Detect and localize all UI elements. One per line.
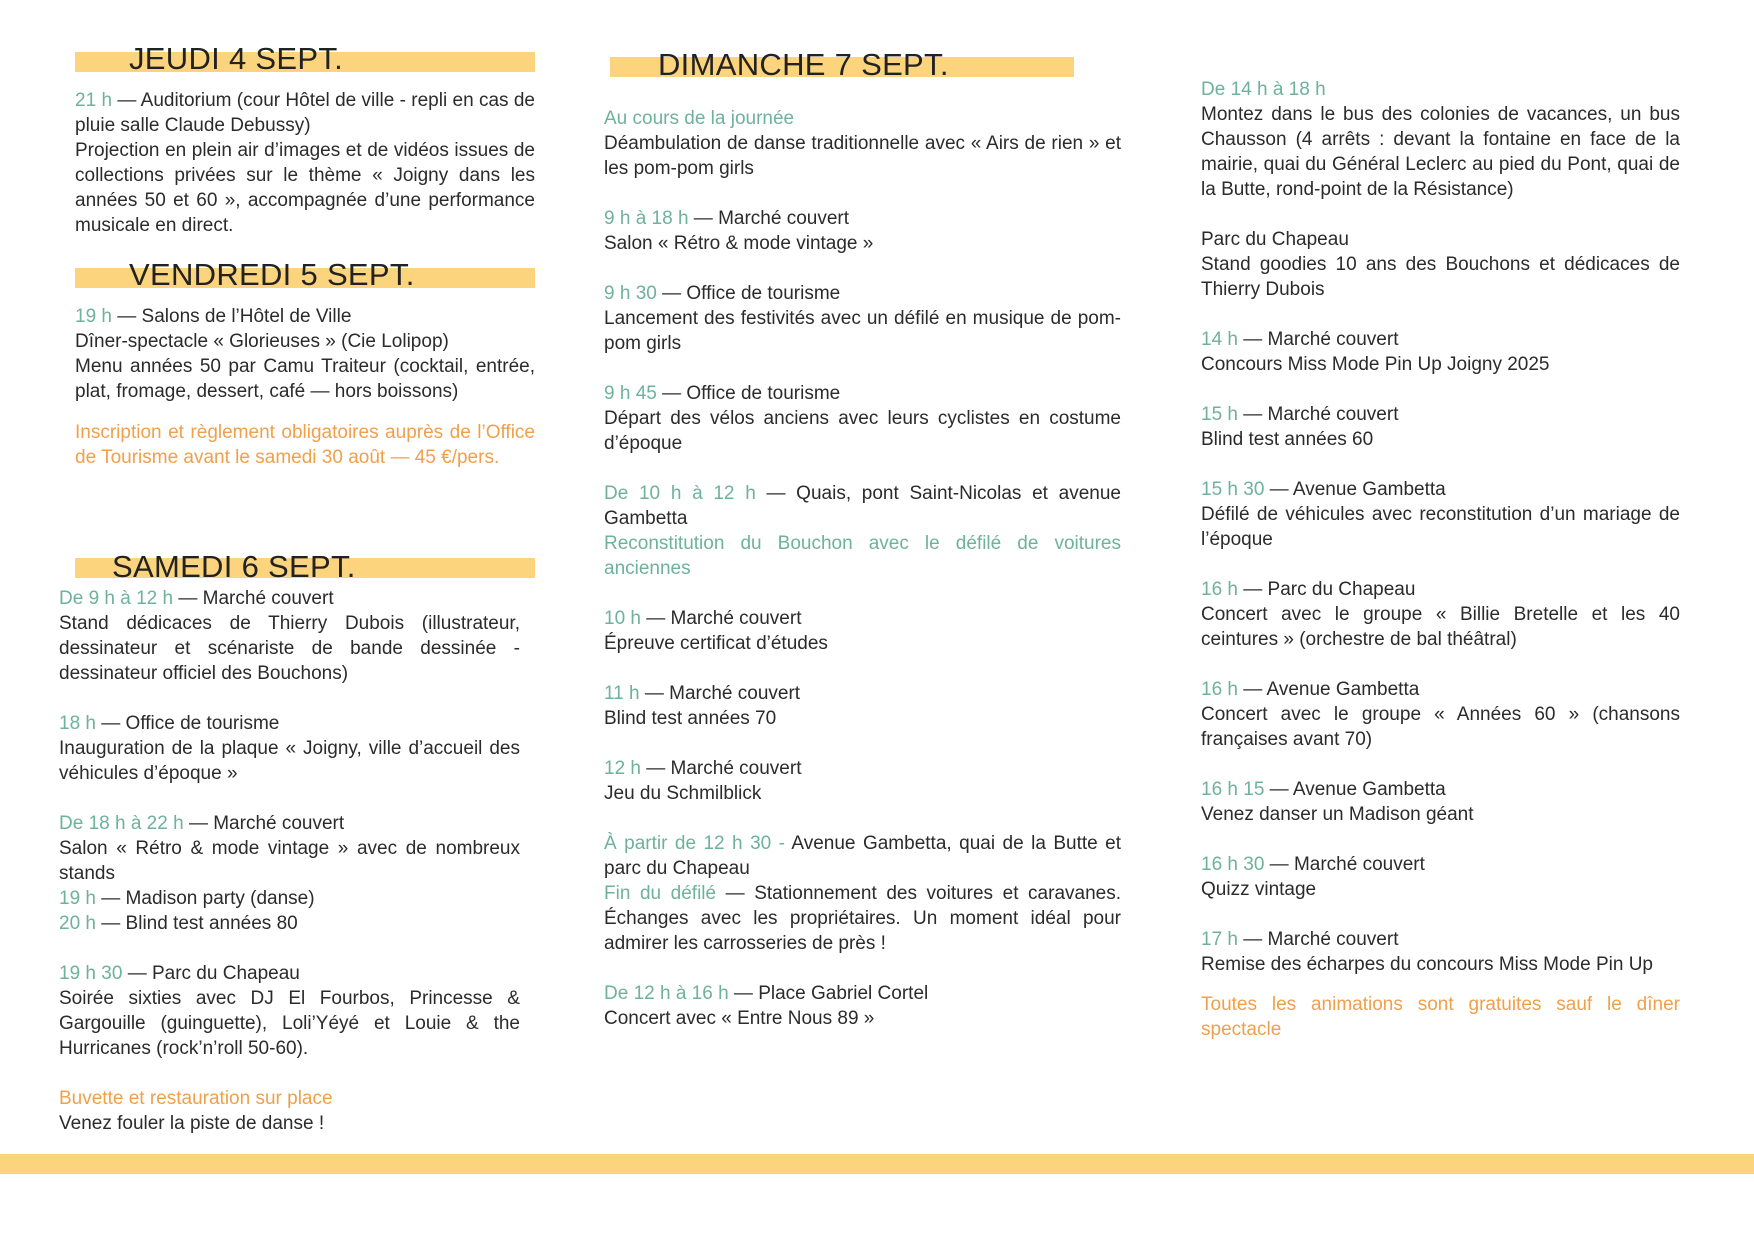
event-description: Dîner-spectacle « Glorieuses » (Cie Lolipop) <box>75 331 449 352</box>
day-title: DIMANCHE 7 SEPT. <box>658 47 949 82</box>
event-item <box>604 981 1121 1031</box>
day-header-jeudi <box>75 42 535 82</box>
event-time: 14 h <box>1201 329 1238 350</box>
event-subtime: 20 h <box>59 913 96 934</box>
event-place: — Marché couvert <box>178 588 334 609</box>
event-time: De 12 h à 16 h <box>604 983 729 1004</box>
event-place: — Quais, pont Saint-Nicolas et avenue Gambetta <box>604 483 1121 529</box>
event-place: — Salons de l’Hôtel de Ville <box>117 306 352 327</box>
event-description: Défilé de véhicules avec reconstitution d’un mariage de l’époque <box>1201 504 1680 550</box>
event-time: De 14 h à 18 h <box>1201 79 1326 100</box>
event-item <box>604 831 1121 956</box>
event-description: Déambulation de danse traditionnelle avec « Airs de rien » et les pom-pom girls <box>604 133 1121 179</box>
event-description: Soirée sixties avec DJ El Fourbos, Princesse & Gargouille (guinguette), Loli’Yéyé et Louie & the Hurricanes (rock’n’roll 50-60). <box>59 988 520 1059</box>
event-description: Venez danser un Madison géant <box>1201 804 1474 825</box>
event-subtime: 19 h <box>59 888 96 909</box>
event-description: Projection en plein air d’images et de vidéos issues de collections privées sur le thème « Joigny dans les années 50 et 60 », accompagnée d’une performance musicale en direct. <box>75 140 535 236</box>
event-item <box>1201 852 1680 902</box>
event-samedi-3 <box>59 811 520 936</box>
event-item <box>1201 777 1680 827</box>
event-time: 17 h <box>1201 929 1238 950</box>
event-description: Concert avec le groupe « Années 60 » (chansons françaises avant 70) <box>1201 704 1680 750</box>
event-description: Quizz vintage <box>1201 879 1317 900</box>
event-place: — Marché couvert <box>640 758 802 779</box>
event-description: Blind test années 70 <box>604 708 777 729</box>
event-item <box>604 281 1121 356</box>
event-description: Remise des écharpes du concours Miss Mode Pin Up <box>1201 954 1653 975</box>
event-item <box>604 606 1121 656</box>
event-item <box>604 106 1121 181</box>
event-description: Lancement des festivités avec un défilé en musique de pom-pom girls <box>604 308 1121 354</box>
event-description: Départ des vélos anciens avec leurs cyclistes en costume d’époque <box>604 408 1121 454</box>
event-item <box>1201 227 1680 302</box>
event-place: — Marché couvert <box>1264 854 1425 875</box>
event-item <box>604 681 1121 731</box>
event-description: Concert avec le groupe « Billie Bretelle et les 40 ceintures » (orchestre de bal théâtral) <box>1201 604 1680 650</box>
event-item <box>1201 327 1680 377</box>
event-time: 19 h <box>75 306 112 327</box>
event-samedi-4 <box>59 961 520 1061</box>
event-place: — Avenue Gambetta <box>1264 479 1446 500</box>
column-left <box>75 42 535 470</box>
event-place: — Marché couvert <box>1237 329 1399 350</box>
event-time: 21 h <box>75 90 113 111</box>
bottom-accent-band <box>0 1154 1754 1174</box>
column-right <box>1201 77 1680 1042</box>
event-description: Stand dédicaces de Thierry Dubois (illustrateur, dessinateur et scénariste de bande dessinée - dessinateur officiel des Bouchons) <box>59 613 520 684</box>
buvette-title: Buvette et restauration sur place <box>59 1088 333 1109</box>
event-subtext: — Blind test années 80 <box>101 913 298 934</box>
event-description: Inauguration de la plaque « Joigny, ville d’accueil des véhicules d’époque » <box>59 738 520 784</box>
event-place: — Marché couvert <box>688 208 850 229</box>
event-time: 11 h <box>604 683 640 704</box>
event-item <box>604 481 1121 581</box>
registration-note: Inscription et règlement obligatoires auprès de l’Office de Tourisme avant le samedi 30 août — 45 €/pers. <box>75 422 535 468</box>
column-middle <box>604 46 1121 1056</box>
event-item <box>1201 77 1680 202</box>
event-place: — Marché couvert <box>188 813 345 834</box>
event-item <box>1201 927 1680 977</box>
event-description: Concert avec « Entre Nous 89 » <box>604 1008 875 1029</box>
event-time: De 18 h à 22 h <box>59 813 184 834</box>
buvette-description: Venez fouler la piste de danse ! <box>59 1113 325 1134</box>
event-subtext: — Madison party (danse) <box>101 888 315 909</box>
event-time: 15 h 30 <box>1201 479 1265 500</box>
event-description: Concours Miss Mode Pin Up Joigny 2025 <box>1201 354 1550 375</box>
event-place: — Marché couvert <box>1237 929 1399 950</box>
event-time: 9 h 30 <box>604 283 657 304</box>
event-place: — Avenue Gambetta <box>1264 779 1446 800</box>
event-description-text: — Stationnement des voitures et caravanes. Échanges avec les propriétaires. Un moment idéal pour admirer les carrosseries de près ! <box>604 883 1121 954</box>
event-description: Montez dans le bus des colonies de vacances, un bus Chausson (4 arrêts : devant la fontaine en face de la mairie, quai du Général Leclerc au pied du Pont, quai de la Butte, rond-point de la Résistance) <box>1201 104 1680 200</box>
event-time: Au cours de la journée <box>604 108 795 129</box>
event-item <box>604 756 1121 806</box>
event-time: 12 h <box>604 758 641 779</box>
event-description: Salon « Rétro & mode vintage » avec de nombreux stands <box>59 838 520 884</box>
event-time: 9 h 45 <box>604 383 657 404</box>
event-description: Salon « Rétro & mode vintage » <box>604 233 874 254</box>
event-samedi-2 <box>59 711 520 786</box>
event-item <box>1201 577 1680 652</box>
event-place: — Marché couvert <box>1237 404 1399 425</box>
event-description: Jeu du Schmilblick <box>604 783 762 804</box>
event-place: Parc du Chapeau <box>1201 229 1349 250</box>
dimanche-afternoon-events <box>1201 77 1680 977</box>
event-time: De 9 h à 12 h <box>59 588 174 609</box>
event-place: Avenue Gambetta, quai de la Butte et parc du Chapeau <box>604 833 1122 879</box>
event-place: — Office de tourisme <box>656 283 841 304</box>
event-item <box>604 381 1121 456</box>
event-item <box>604 206 1121 256</box>
event-description: Reconstitution du Bouchon avec le défilé de voitures anciennes <box>604 533 1121 579</box>
event-time: 18 h <box>59 713 96 734</box>
event-item <box>1201 402 1680 452</box>
event-place: — Auditorium (cour Hôtel de ville - repli en cas de pluie salle Claude Debussy) <box>75 90 535 136</box>
event-place: — Parc du Chapeau <box>1237 579 1416 600</box>
day-header-vendredi <box>75 258 535 298</box>
event-item <box>1201 677 1680 752</box>
event-place: — Avenue Gambetta <box>1237 679 1420 700</box>
event-description: Menu années 50 par Camu Traiteur (cocktail, entrée, plat, fromage, dessert, café — hors boissons) <box>75 356 535 402</box>
day-header-samedi <box>59 550 520 586</box>
event-place: — Parc du Chapeau <box>127 963 300 984</box>
event-time: À partir de 12 h 30 - <box>604 833 785 854</box>
event-time: De 10 h à 12 h <box>604 483 756 504</box>
event-item <box>1201 477 1680 552</box>
event-time: 19 h 30 <box>59 963 123 984</box>
event-jeudi <box>75 88 535 238</box>
event-place: — Office de tourisme <box>656 383 841 404</box>
event-description: Blind test années 60 <box>1201 429 1374 450</box>
event-place: — Marché couvert <box>640 608 802 629</box>
event-time: 16 h <box>1201 579 1238 600</box>
event-vendredi <box>75 304 535 404</box>
event-description-lead: Fin du défilé <box>604 883 717 904</box>
column-left-samedi <box>59 550 520 1136</box>
event-place: — Marché couvert <box>639 683 801 704</box>
day-title: JEUDI 4 SEPT. <box>129 41 344 76</box>
event-time: 16 h 15 <box>1201 779 1265 800</box>
event-samedi-1 <box>59 586 520 686</box>
event-time: 9 h à 18 h <box>604 208 689 229</box>
event-place: — Office de tourisme <box>101 713 280 734</box>
day-title: SAMEDI 6 SEPT. <box>112 549 356 584</box>
free-events-note: Toutes les animations sont gratuites sauf le dîner spectacle <box>1201 994 1680 1040</box>
event-description: Épreuve certificat d’études <box>604 633 828 654</box>
event-time: 15 h <box>1201 404 1238 425</box>
dimanche-events <box>604 106 1121 1031</box>
event-place: — Place Gabriel Cortel <box>728 983 929 1004</box>
buvette-block <box>59 1086 520 1136</box>
event-time: 10 h <box>604 608 641 629</box>
day-header-dimanche <box>604 46 1121 106</box>
event-description <box>604 881 1121 956</box>
event-time: 16 h 30 <box>1201 854 1265 875</box>
event-description: Stand goodies 10 ans des Bouchons et dédicaces de Thierry Dubois <box>1201 254 1680 300</box>
day-title: VENDREDI 5 SEPT. <box>129 257 415 292</box>
event-time: 16 h <box>1201 679 1238 700</box>
